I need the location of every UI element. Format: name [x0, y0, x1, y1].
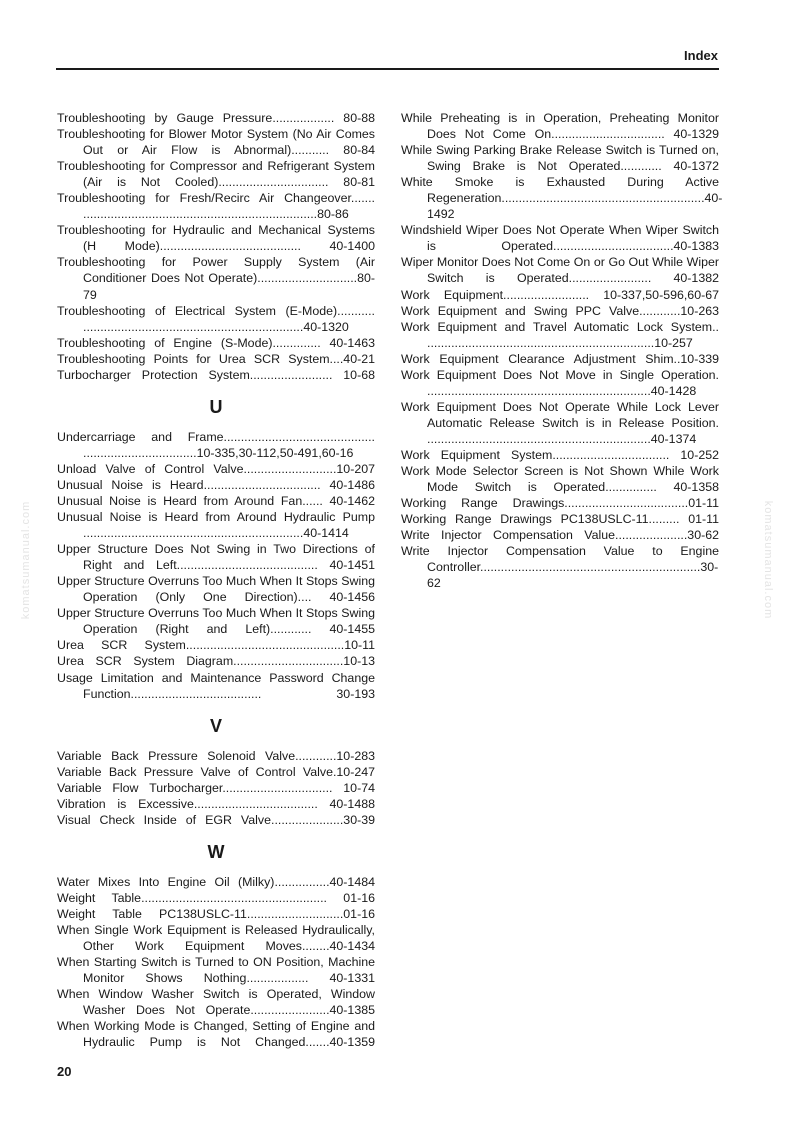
index-entry: While Swing Parking Brake Release Switch is Turned on, Swing Brake is Not Operated............ 40-1372 [401, 143, 719, 174]
index-entry: When Starting Switch is Turned to ON Position, Machine Monitor Shows Nothing.................. 40-1331 [57, 955, 375, 986]
index-entry: Work Equipment Does Not Move in Single Operation. .................................................................40-1428 [401, 367, 719, 398]
index-entry: Work Mode Selector Screen is Not Shown While Work Mode Switch is Operated............... 40-1358 [401, 464, 719, 495]
index-entry: Urea SCR System Diagram................................10-13 [57, 654, 375, 669]
index-entry: Unusual Noise is Heard.................................. 40-1486 [57, 477, 375, 492]
index-entry: Working Range Drawings PC138USLC-11......... 01-11 [401, 512, 719, 527]
index-entry: Troubleshooting for Power Supply System (Air Conditioner Does Not Operate).............................80-79 [57, 255, 375, 302]
index-section-v [57, 748, 375, 828]
index-section-t [57, 110, 375, 383]
index-entry: Work Equipment System.................................. 10-252 [401, 447, 719, 462]
index-entry: Troubleshooting for Blower Motor System (No Air Comes Out or Air Flow is Abnormal)........... 80-84 [57, 127, 375, 158]
page-number: 20 [57, 1064, 72, 1079]
index-entry: Troubleshooting for Compressor and Refrigerant System (Air is Not Cooled)................................ 80-81 [57, 159, 375, 190]
index-entry: Working Range Drawings....................................01-11 [401, 496, 719, 511]
index-section-w-continued [401, 110, 723, 591]
index-entry: Write Injector Compensation Value to Engine Controller................................................................30-62 [401, 544, 719, 591]
index-entry: When Working Mode is Changed, Setting of Engine and Hydraulic Pump is Not Changed.......40-1359 [57, 1019, 375, 1050]
watermark-left: komatsumanual.com [20, 500, 32, 620]
index-entry: Work Equipment Clearance Adjustment Shim..10-339 [401, 351, 719, 366]
index-entry: Work Equipment Does Not Operate While Lock Lever Automatic Release Switch is in Release Position. .................................................................40-1374 [401, 399, 719, 446]
index-entry: Work Equipment and Travel Automatic Lock System.. ..................................................................10-257 [401, 319, 719, 350]
index-entry: Undercarriage and Frame............................................ .................................10-335,30-112,50-491,60-16 [57, 429, 375, 460]
index-section-u [57, 429, 375, 702]
index-entry: While Preheating is in Operation, Preheating Monitor Does Not Come On................................. 40-1329 [401, 111, 719, 142]
index-entry: Work Equipment......................... 10-337,50-596,60-67 [401, 287, 719, 302]
index-entry: Turbocharger Protection System........................ 10-68 [57, 367, 375, 382]
index-column-left [57, 110, 375, 1050]
index-section-w [57, 874, 375, 1051]
index-entry: Usage Limitation and Maintenance Password Change Function...................................... 30-193 [57, 670, 375, 701]
index-entry: Variable Flow Turbocharger................................ 10-74 [57, 780, 375, 795]
watermark-right: komatsumanual.com [762, 500, 774, 620]
index-entry: Troubleshooting Points for Urea SCR System....40-21 [57, 351, 375, 366]
index-entry: Windshield Wiper Does Not Operate When Wiper Switch is Operated...................................40-1383 [401, 223, 719, 254]
index-entry: Troubleshooting for Fresh/Recirc Air Changeover....... ....................................................................80-86 [57, 191, 375, 222]
index-entry: Unusual Noise is Heard from Around Fan...... 40-1462 [57, 493, 375, 508]
index-entry: Variable Back Pressure Valve of Control Valve.10-247 [57, 764, 375, 779]
index-entry: Unload Valve of Control Valve...........................10-207 [57, 461, 375, 476]
index-column-right [401, 110, 723, 591]
index-entry: Troubleshooting of Engine (S-Mode).............. 40-1463 [57, 335, 375, 350]
header-rule [56, 68, 719, 70]
index-entry: Troubleshooting for Hydraulic and Mechanical Systems (H Mode)......................................... 40-1400 [57, 223, 375, 254]
index-entry: Urea SCR System..............................................10-11 [57, 638, 375, 653]
index-entry: Weight Table...................................................... 01-16 [57, 890, 375, 905]
index-entry: When Single Work Equipment is Released Hydraulically, Other Work Equipment Moves........40-1434 [57, 922, 375, 954]
section-letter-w: W [207, 841, 225, 862]
index-entry: Work Equipment and Swing PPC Valve............10-263 [401, 303, 719, 318]
index-entry: Upper Structure Does Not Swing in Two Directions of Right and Left......................................... 40-1451 [57, 542, 375, 573]
index-entry: When Window Washer Switch is Operated, Window Washer Does Not Operate.......................40-1385 [57, 987, 375, 1018]
index-entry: Wiper Monitor Does Not Come On or Go Out While Wiper Switch is Operated........................ 40-1382 [401, 255, 719, 286]
index-entry: White Smoke is Exhausted During Active Regeneration...........................................................40-1492 [401, 175, 723, 222]
section-letter-u: U [209, 396, 223, 417]
section-letter-v: V [209, 715, 222, 736]
index-entry: Variable Back Pressure Solenoid Valve............10-283 [57, 748, 375, 763]
index-entry: Water Mixes Into Engine Oil (Milky)................40-1484 [57, 874, 375, 889]
page-header-title: Index [684, 48, 718, 63]
index-entry: Visual Check Inside of EGR Valve.....................30-39 [57, 812, 375, 827]
index-entry: Vibration is Excessive.................................... 40-1488 [57, 796, 375, 811]
index-entry: Weight Table PC138USLC-11............................01-16 [57, 906, 375, 921]
index-entry: Upper Structure Overruns Too Much When It Stops Swing Operation (Right and Left)............ 40-1455 [57, 606, 375, 637]
index-entry: Unusual Noise is Heard from Around Hydraulic Pump ................................................................40-1414 [57, 510, 375, 541]
index-entry: Troubleshooting by Gauge Pressure.................. 80-88 [57, 111, 375, 125]
index-entry: Troubleshooting of Electrical System (E-Mode)........... ................................................................40-1320 [57, 303, 375, 334]
index-entry: Upper Structure Overruns Too Much When It Stops Swing Operation (Only One Direction).... 40-1456 [57, 574, 375, 605]
index-entry: Write Injector Compensation Value.....................30-62 [401, 528, 719, 543]
